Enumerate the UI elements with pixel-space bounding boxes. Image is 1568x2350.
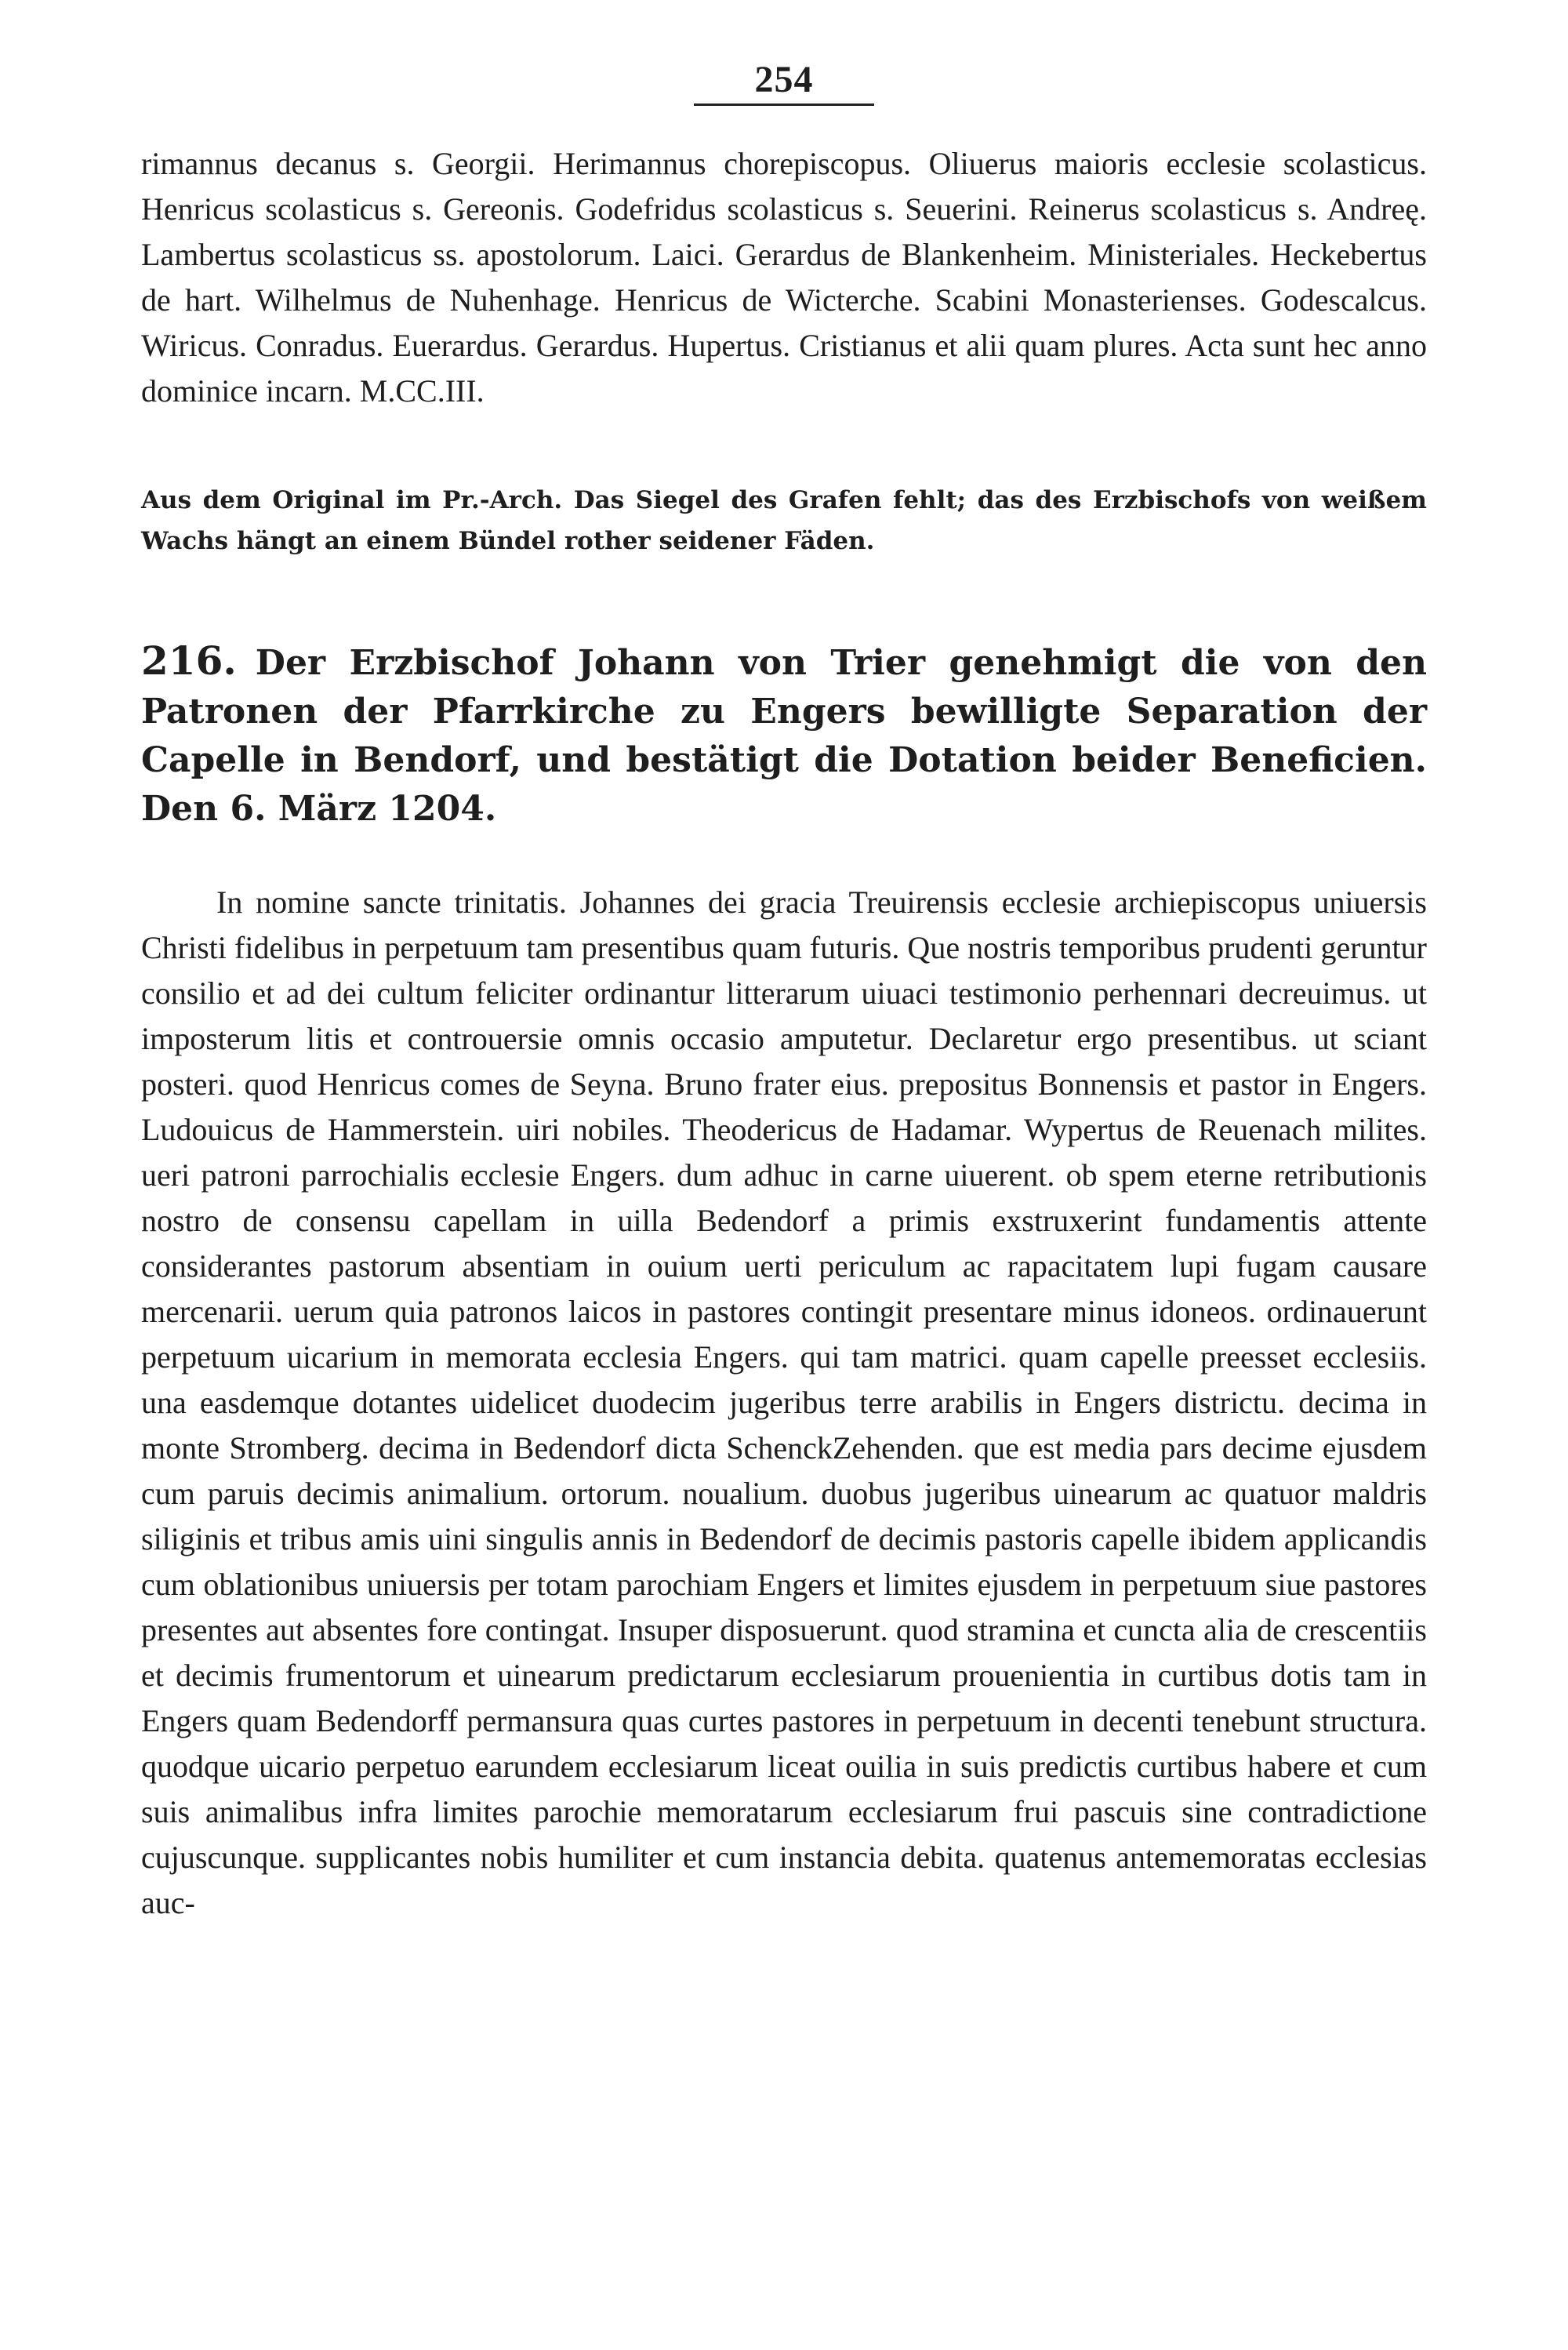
- page-number: 254: [754, 59, 814, 100]
- page-number-rule: [694, 104, 874, 106]
- document-body: [141, 880, 1427, 1926]
- document-heading-text: Der Erzbischof Johann von Trier genehmigt die von den Patronen der Pfarrkirche zu Engers bewilligte Separation der Capelle in Bendorf, und bestätigt die Dotation beider Beneficien. Den 6. März 1204.: [141, 643, 1427, 829]
- source-note: [141, 480, 1427, 561]
- previous-document-text: rimannus decanus s. Georgii. Herimannus chorepiscopus. Oliuerus maioris ecclesie scolasticus. Henricus scolasticus s. Gereonis. Godefridus scolasticus s. Seuerini. Reinerus scolasticus s. Andreę. Lambertus scolasticus ss. apostolorum. Laici. Gerardus de Blankenheim. Ministeriales. Heckebertus de hart. Wilhelmus de Nuhenhage. Henricus de Wicterche. Scabini Monasterienses. Godescalcus. Wiricus. Conradus. Euerardus. Gerardus. Hupertus. Cristianus et alii quam plures. Acta sunt hec anno dominice incarn. M.CC.III.: [141, 146, 1427, 409]
- document-body-text: In nomine sancte trinitatis. Johannes dei gracia Treuirensis ecclesie archiepiscopus uniuersis Christi fidelibus in perpetuum tam presentibus quam futuris. Que nostris temporibus prudenti geruntur consilio et ad dei cultum feliciter ordinantur litterarum uiuaci testimonio perhennari decreuimus. ut imposterum litis et controuersie omnis occasio amputetur. Declaretur ergo presentibus. ut sciant posteri. quod Henricus comes de Seyna. Bruno frater eius. prepositus Bonnensis et pastor in Engers. Ludouicus de Hammerstein. uiri nobiles. Theodericus de Hadamar. Wypertus de Reuenach milites. ueri patroni parrochialis ecclesie Engers. dum adhuc in carne uiuerent. ob spem eterne retributionis nostro de consensu capellam in uilla Bedendorf a primis exstruxerint fundamentis attente considerantes pastorum absentiam in ouium uerti periculum ac rapacitatem lupi fugam causare mercenarii. uerum quia patronos laicos in pastores contingit presentare minus idoneos. ordinauerunt perpetuum uicarium in memorata ecclesia Engers. qui tam matrici. quam capelle preesset ecclesiis. una easdemque dotantes uidelicet duodecim jugeribus terre arabilis in Engers districtu. decima in monte Stromberg. decima in Bedendorf dicta SchenckZehenden. que est media pars decime ejusdem cum paruis decimis animalium. ortorum. noualium. duobus jugeribus uinearum ac quatuor maldris siliginis et tribus amis uini singulis annis in Bedendorf de decimis pastoris capelle ibidem applicandis cum oblationibus uniuersis per totam parochiam Engers et limites ejusdem in perpetuum siue pastores presentes aut absentes fore contingat. Insuper disposuerunt. quod stramina et cuncta alia de crescentiis et decimis frumentorum et uinearum predictarum ecclesiarum prouenientia in curtibus dotis tam in Engers quam Bedendorff permansura quas curtes pastores in perpetuum in decenti tenebunt structura. quodque uicario perpetuo earundem ecclesiarum liceat ouilia in suis predictis curtibus habere et cum suis animalibus infra limites parochie memoratarum ecclesiarum frui pascuis sine contradictione cujuscunque. supplicantes nobis humiliter et cum instancia debita. quatenus antememoratas ecclesias auc-: [141, 884, 1427, 1920]
- previous-document-continuation: [141, 141, 1427, 414]
- document-heading: [141, 637, 1427, 834]
- source-note-text: Aus dem Original im Pr.-Arch. Das Siegel des Grafen fehlt; das des Erzbischofs von weißem Wachs hängt an einem Bündel rother seidener Fäden.: [141, 486, 1427, 555]
- document-number: 216.: [141, 637, 237, 684]
